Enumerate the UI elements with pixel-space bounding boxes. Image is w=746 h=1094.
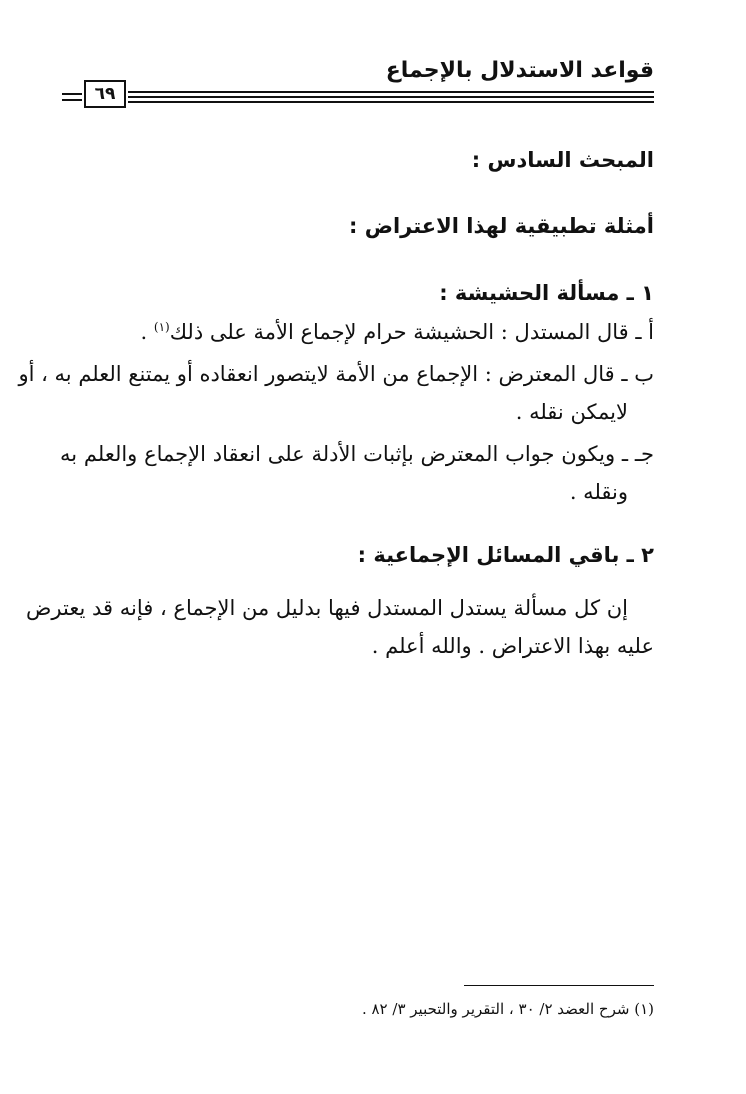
issue1-heading: ١ ـ مسألة الحشيشة : — [439, 281, 654, 305]
item-b-line2: لايمكن نقله . — [515, 400, 628, 424]
subheading: أمثلة تطبيقية لهذا الاعتراض : — [349, 214, 654, 238]
item-a — [60, 320, 654, 344]
paragraph-line2: عليه بهذا الاعتراض . والله أعلم . — [371, 634, 654, 658]
section-heading: المبحث السادس : — [471, 148, 654, 172]
page-body — [18, 0, 654, 1094]
item-a-end: . — [140, 320, 154, 344]
issue2-heading: ٢ ـ باقي المسائل الإجماعية : — [357, 543, 654, 567]
footnote-1: (١) شرح العضد ٢/ ٣٠ ، التقرير والتحبير ٣/ ٨٢ . — [361, 1000, 654, 1018]
item-b-line1: ب ـ قال المعترض : الإجماع من الأمة لايتصور انعقاده أو يمتنع العلم به ، أو — [18, 362, 654, 386]
paragraph-line1: إن كل مسألة يستدل المستدل فيها بدليل من الإجماع ، فإنه قد يعترض — [26, 596, 628, 620]
item-a-text: أ ـ قال المستدل : الحشيشة حرام لإجماع الأمة على ذلك — [169, 320, 654, 344]
footnote-ref: (١) — [153, 320, 170, 334]
footnote-separator — [464, 985, 654, 986]
running-title: قواعد الاستدلال بالإجماع — [385, 58, 654, 83]
page-number: ٦٩ — [84, 80, 126, 108]
item-c-line1: جـ ـ ويكون جواب المعترض بإثبات الأدلة على انعقاد الإجماع والعلم به — [60, 442, 654, 466]
item-c-line2: ونقله . — [569, 480, 628, 504]
